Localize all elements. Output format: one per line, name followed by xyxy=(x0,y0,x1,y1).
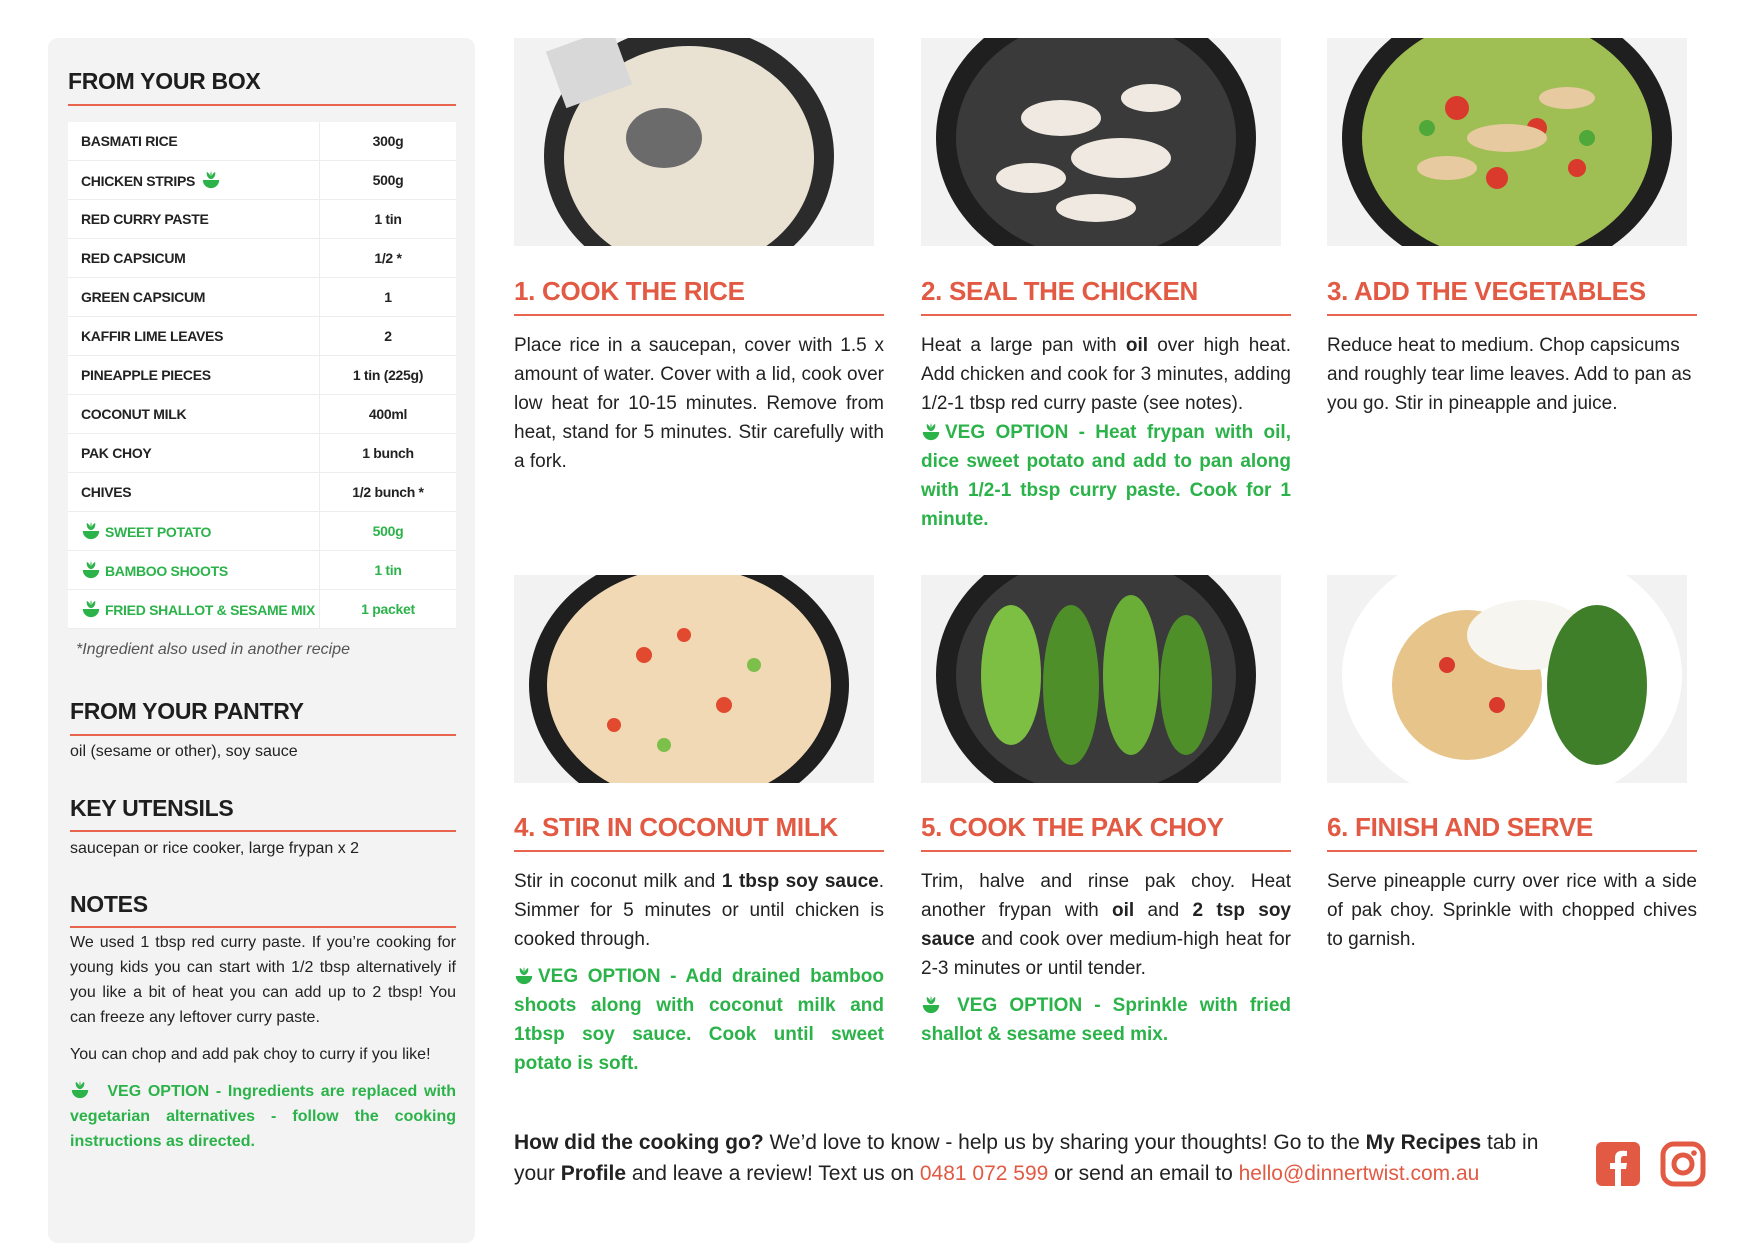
ingredient-qty: 1 packet xyxy=(320,590,457,629)
ingredient-table xyxy=(68,122,456,629)
ingredient-qty: 300g xyxy=(320,122,457,161)
ingredient-name xyxy=(68,512,320,551)
ingredient-name xyxy=(68,161,320,200)
ingredient-label: CHICKEN STRIPS xyxy=(81,173,196,189)
ingredient-qty: 400ml xyxy=(320,395,457,434)
email-link[interactable]: hello@dinnertwist.com.au xyxy=(1238,1162,1480,1185)
notes-body xyxy=(70,930,456,1166)
divider xyxy=(921,850,1291,852)
ingredient-qty: 1 tin xyxy=(320,551,457,590)
ingredient-label: CHIVES xyxy=(81,484,132,500)
ingredient-row xyxy=(68,551,456,590)
veg-leaf-icon xyxy=(201,171,221,189)
pantry-text: oil (sesame or other), soy sauce xyxy=(70,743,298,760)
step-2-photo xyxy=(921,38,1281,246)
ingredient-qty: 500g xyxy=(320,512,457,551)
step-1-text: Place rice in a saucepan, cover with 1.5 x amount of water. Cover with a lid, cook over low heat for 10-15 minutes. Remove from heat, stand for 5 minutes. Stir carefully with a fork. xyxy=(514,335,884,472)
divider xyxy=(514,314,884,316)
ingredient-qty: 2 xyxy=(320,317,457,356)
ingredient-row xyxy=(68,239,456,278)
notes-title: NOTES xyxy=(70,891,148,917)
ingredient-row xyxy=(68,395,456,434)
ingredient-qty: 1 tin (225g) xyxy=(320,356,457,395)
notes-paragraph: You can chop and add pak choy to curry if you like! xyxy=(70,1046,431,1063)
ingredient-name xyxy=(68,434,320,473)
step-3-text: Reduce heat to medium. Chop capsicums and roughly tear lime leaves. Add to pan as you go. Stir in pineapple and juice. xyxy=(1327,335,1692,414)
step-2-text: Heat a large pan with oil over high heat. Add chicken and cook for 3 minutes, adding 1/2-1 tbsp red curry paste (see notes). VEG OPTION - Heat frypan with oil, dice sweet potato and add to pan along with 1/2-1 tbsp curry paste. Cook for 1 minute. xyxy=(921,335,1291,530)
ingredient-row xyxy=(68,161,456,200)
ingredient-name xyxy=(68,551,320,590)
utensils-text: saucepan or rice cooker, large frypan x 2 xyxy=(70,840,360,857)
divider xyxy=(1327,314,1697,316)
veg-leaf-icon xyxy=(81,522,101,540)
feedback-message: How did the cooking go? We’d love to know - help us by sharing your thoughts! Go to the My Recipes tab in your Profile and leave a review! Text us on 0481 072 599 or send an email to hello@dinnertwist.com.au xyxy=(514,1131,1539,1185)
divider xyxy=(1327,850,1697,852)
ingredient-row xyxy=(68,356,456,395)
ingredient-row xyxy=(68,200,456,239)
step-6-title: 6. FINISH AND SERVE xyxy=(1327,812,1593,842)
ingredient-label: BASMATI RICE xyxy=(81,133,178,149)
box-title: FROM YOUR BOX xyxy=(68,68,261,94)
divider xyxy=(70,830,456,832)
phone-link[interactable]: 0481 072 599 xyxy=(919,1162,1049,1185)
ingredient-label: COCONUT MILK xyxy=(81,406,187,422)
instagram-icon[interactable] xyxy=(1660,1141,1706,1187)
notes-veg-option: VEG OPTION - Ingredients are replaced with vegetarian alternatives - follow the cooking instructions as directed. xyxy=(70,1083,457,1150)
veg-leaf-icon xyxy=(81,600,101,618)
ingredient-label: PAK CHOY xyxy=(81,445,152,461)
ingredient-name xyxy=(68,239,320,278)
divider xyxy=(70,734,456,736)
ingredient-row xyxy=(68,590,456,629)
step-5-photo xyxy=(921,575,1281,783)
ingredient-row xyxy=(68,122,456,161)
ingredient-row xyxy=(68,434,456,473)
step-6-photo xyxy=(1327,575,1687,783)
step-1-title: 1. COOK THE RICE xyxy=(514,276,745,306)
ingredient-name xyxy=(68,317,320,356)
ingredient-row xyxy=(68,317,456,356)
ingredient-name xyxy=(68,278,320,317)
step-3-title: 3. ADD THE VEGETABLES xyxy=(1327,276,1646,306)
ingredient-qty: 500g xyxy=(320,161,457,200)
divider xyxy=(68,104,456,106)
ingredient-label: PINEAPPLE PIECES xyxy=(81,367,211,383)
ingredient-row xyxy=(68,512,456,551)
step-4-title: 4. STIR IN COCONUT MILK xyxy=(514,812,838,842)
ingredient-name xyxy=(68,395,320,434)
ingredient-label: BAMBOO SHOOTS xyxy=(105,563,228,579)
veg-leaf-icon xyxy=(514,967,534,985)
ingredient-name xyxy=(68,590,320,629)
veg-leaf-icon xyxy=(81,561,101,579)
veg-leaf-icon xyxy=(921,423,941,441)
ingredient-name xyxy=(68,473,320,512)
ingredient-label: KAFFIR LIME LEAVES xyxy=(81,328,224,344)
ingredient-name xyxy=(68,122,320,161)
ingredient-qty: 1 xyxy=(320,278,457,317)
ingredient-name xyxy=(68,200,320,239)
utensils-title: KEY UTENSILS xyxy=(70,795,234,821)
ingredient-label: SWEET POTATO xyxy=(105,524,212,540)
step-2-title: 2. SEAL THE CHICKEN xyxy=(921,276,1198,306)
ingredient-footnote: *Ingredient also used in another recipe xyxy=(76,641,350,658)
divider xyxy=(70,926,456,928)
ingredient-row xyxy=(68,278,456,317)
step-3-photo xyxy=(1327,38,1687,246)
veg-leaf-icon xyxy=(70,1081,90,1099)
ingredient-name xyxy=(68,356,320,395)
step-5-text: Trim, halve and rinse pak choy. Heat another frypan with oil and 2 tsp soy sauce and cook over medium-high heat for 2-3 minutes or until tender. VEG OPTION - Sprinkle with fried shallot & sesame seed mix. xyxy=(921,871,1292,1045)
step-4-photo xyxy=(514,575,874,783)
ingredient-qty: 1/2 bunch * xyxy=(320,473,457,512)
notes-paragraph: We used 1 tbsp red curry paste. If you’re cooking for young kids you can start with 1/2 tbsp alternatively if you like a bit of heat you can add up to 2 tbsp! You can freeze any leftover curry paste. xyxy=(70,934,456,1026)
pantry-title: FROM YOUR PANTRY xyxy=(70,698,304,724)
veg-leaf-icon xyxy=(921,996,941,1014)
divider xyxy=(921,314,1291,316)
ingredient-label: RED CAPSICUM xyxy=(81,250,186,266)
facebook-icon[interactable] xyxy=(1595,1141,1641,1187)
ingredient-label: GREEN CAPSICUM xyxy=(81,289,206,305)
ingredient-qty: 1 tin xyxy=(320,200,457,239)
step-4-text: Stir in coconut milk and 1 tbsp soy sauce. Simmer for 5 minutes or until chicken is cooked through. VEG OPTION - Add drained bamboo shoots along with coconut milk and 1tbsp soy sauce. Cook until sweet potato is soft. xyxy=(514,871,885,1074)
divider xyxy=(514,850,884,852)
ingredient-qty: 1/2 * xyxy=(320,239,457,278)
step-5-title: 5. COOK THE PAK CHOY xyxy=(921,812,1224,842)
ingredient-label: RED CURRY PASTE xyxy=(81,211,209,227)
ingredient-qty: 1 bunch xyxy=(320,434,457,473)
ingredient-label: FRIED SHALLOT & SESAME MIX xyxy=(105,602,315,618)
ingredient-row xyxy=(68,473,456,512)
step-1-photo xyxy=(514,38,874,246)
step-6-text: Serve pineapple curry over rice with a side of pak choy. Sprinkle with chopped chives to garnish. xyxy=(1327,871,1697,950)
